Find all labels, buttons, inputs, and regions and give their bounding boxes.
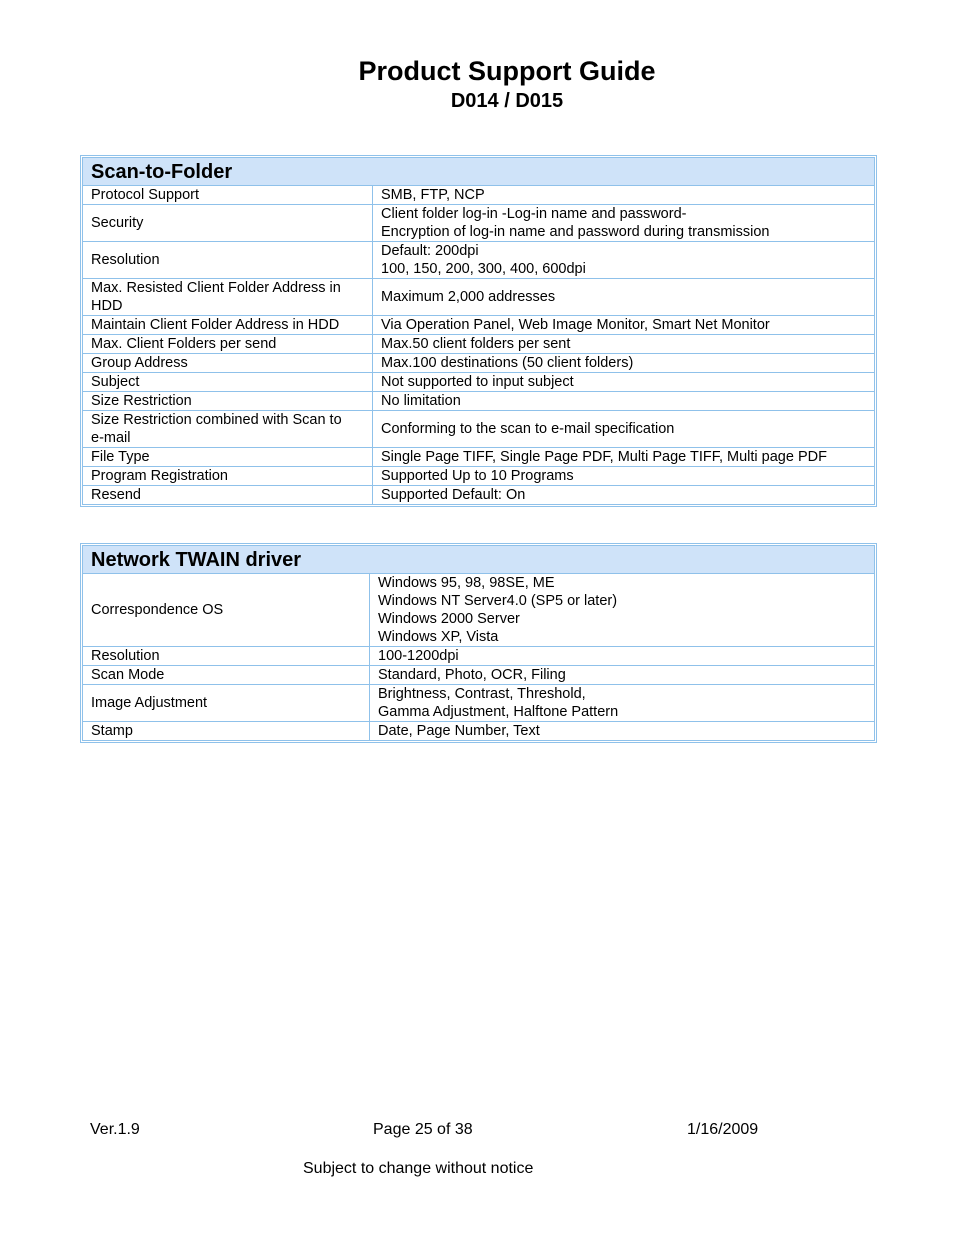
value-line: Date, Page Number, Text	[378, 723, 540, 739]
row-label	[83, 354, 373, 373]
value-line: Gamma Adjustment, Halftone Pattern	[378, 704, 619, 720]
row-value	[370, 722, 875, 741]
row-value	[373, 486, 875, 505]
label-line: Size Restriction combined with Scan to	[91, 412, 342, 428]
table-heading-row	[83, 158, 875, 186]
table-row	[83, 392, 875, 411]
scan-to-folder-table	[80, 155, 877, 507]
table-row	[83, 486, 875, 505]
row-value	[370, 647, 875, 666]
row-value	[373, 279, 875, 316]
label-line: Program Registration	[91, 468, 228, 484]
footer-page-number: Page 25 of 38	[373, 1121, 473, 1138]
value-line: Windows XP, Vista	[378, 629, 499, 645]
row-label	[83, 411, 373, 448]
label-line: Group Address	[91, 355, 188, 371]
row-value	[373, 411, 875, 448]
row-label	[83, 574, 370, 647]
table-row	[83, 335, 875, 354]
table-row	[83, 467, 875, 486]
value-line: Single Page TIFF, Single Page PDF, Multi Page TIFF, Multi page PDF	[381, 449, 827, 465]
section-heading: Scan-to-Folder	[83, 158, 875, 186]
row-label	[83, 647, 370, 666]
table-row	[83, 354, 875, 373]
row-label	[83, 373, 373, 392]
row-label	[83, 205, 373, 242]
row-value	[370, 666, 875, 685]
value-line: Windows 95, 98, 98SE, ME	[378, 575, 555, 591]
footer-date: 1/16/2009	[687, 1121, 759, 1138]
table-row	[83, 685, 875, 722]
row-value	[370, 574, 875, 647]
row-value	[373, 354, 875, 373]
value-line: Windows 2000 Server	[378, 611, 520, 627]
section-heading: Network TWAIN driver	[83, 546, 875, 574]
row-value	[373, 467, 875, 486]
label-line: Max. Resisted Client Folder Address in	[91, 280, 341, 296]
label-line: HDD	[91, 298, 123, 314]
value-line: 100, 150, 200, 300, 400, 600dpi	[381, 261, 586, 277]
value-line: Via Operation Panel, Web Image Monitor, Smart Net Monitor	[381, 317, 770, 333]
value-line: SMB, FTP, NCP	[381, 187, 485, 203]
row-value	[373, 186, 875, 205]
value-line: Standard, Photo, OCR, Filing	[378, 667, 566, 683]
label-line: File Type	[91, 449, 150, 465]
row-label	[83, 186, 373, 205]
table-row	[83, 279, 875, 316]
value-line: Encryption of log-in name and password during transmission	[381, 224, 770, 240]
row-value	[373, 316, 875, 335]
table-row	[83, 411, 875, 448]
row-value	[373, 242, 875, 279]
value-line: Brightness, Contrast, Threshold,	[378, 686, 586, 702]
table-row	[83, 647, 875, 666]
table-row	[83, 448, 875, 467]
value-line: Maximum 2,000 addresses	[381, 289, 556, 305]
footer-notice: Subject to change without notice	[303, 1160, 534, 1177]
page-title: Product Support Guide	[358, 56, 656, 86]
table-row	[83, 242, 875, 279]
label-line: Resolution	[91, 252, 160, 268]
label-line: Resolution	[91, 648, 160, 664]
table-row	[83, 316, 875, 335]
table-heading-row	[83, 546, 875, 574]
label-line: Stamp	[91, 723, 133, 739]
table-row	[83, 205, 875, 242]
label-line: Maintain Client Folder Address in HDD	[91, 317, 340, 333]
row-value	[373, 448, 875, 467]
value-line: Supported Up to 10 Programs	[381, 468, 574, 484]
value-line: Client folder log-in -Log-in name and password-	[381, 206, 687, 222]
label-line: Max. Client Folders per send	[91, 336, 277, 352]
label-line: Protocol Support	[91, 187, 200, 203]
row-label	[83, 448, 373, 467]
row-value	[373, 205, 875, 242]
label-line: Image Adjustment	[91, 695, 208, 711]
row-value	[373, 373, 875, 392]
label-line: Size Restriction	[91, 393, 192, 409]
footer-version: Ver.1.9	[90, 1121, 140, 1138]
value-line: Not supported to input subject	[381, 374, 574, 390]
table-row	[83, 722, 875, 741]
row-label	[83, 242, 373, 279]
value-line: Supported Default: On	[381, 487, 526, 503]
value-line: 100-1200dpi	[378, 648, 459, 664]
value-line: No limitation	[381, 393, 461, 409]
value-line: Conforming to the scan to e-mail specification	[381, 421, 675, 437]
row-label	[83, 279, 373, 316]
row-value	[373, 392, 875, 411]
row-value	[370, 685, 875, 722]
table-row	[83, 373, 875, 392]
value-line: Max.100 destinations (50 client folders)	[381, 355, 634, 371]
label-line: Resend	[91, 487, 141, 503]
row-label	[83, 467, 373, 486]
network-twain-table	[80, 543, 877, 743]
row-label	[83, 316, 373, 335]
row-label	[83, 486, 373, 505]
value-line: Default: 200dpi	[381, 243, 479, 259]
label-line: Correspondence OS	[91, 602, 224, 618]
row-label	[83, 335, 373, 354]
table-row	[83, 574, 875, 647]
label-line: Security	[91, 215, 144, 231]
value-line: Max.50 client folders per sent	[381, 336, 571, 352]
row-label	[83, 392, 373, 411]
row-value	[373, 335, 875, 354]
table-row	[83, 186, 875, 205]
label-line: Subject	[91, 374, 140, 390]
label-line: e-mail	[91, 430, 131, 446]
row-label	[83, 666, 370, 685]
model-subtitle: D014 / D015	[450, 90, 564, 112]
value-line: Windows NT Server4.0 (SP5 or later)	[378, 593, 618, 609]
row-label	[83, 685, 370, 722]
label-line: Scan Mode	[91, 667, 165, 683]
row-label	[83, 722, 370, 741]
table-row	[83, 666, 875, 685]
